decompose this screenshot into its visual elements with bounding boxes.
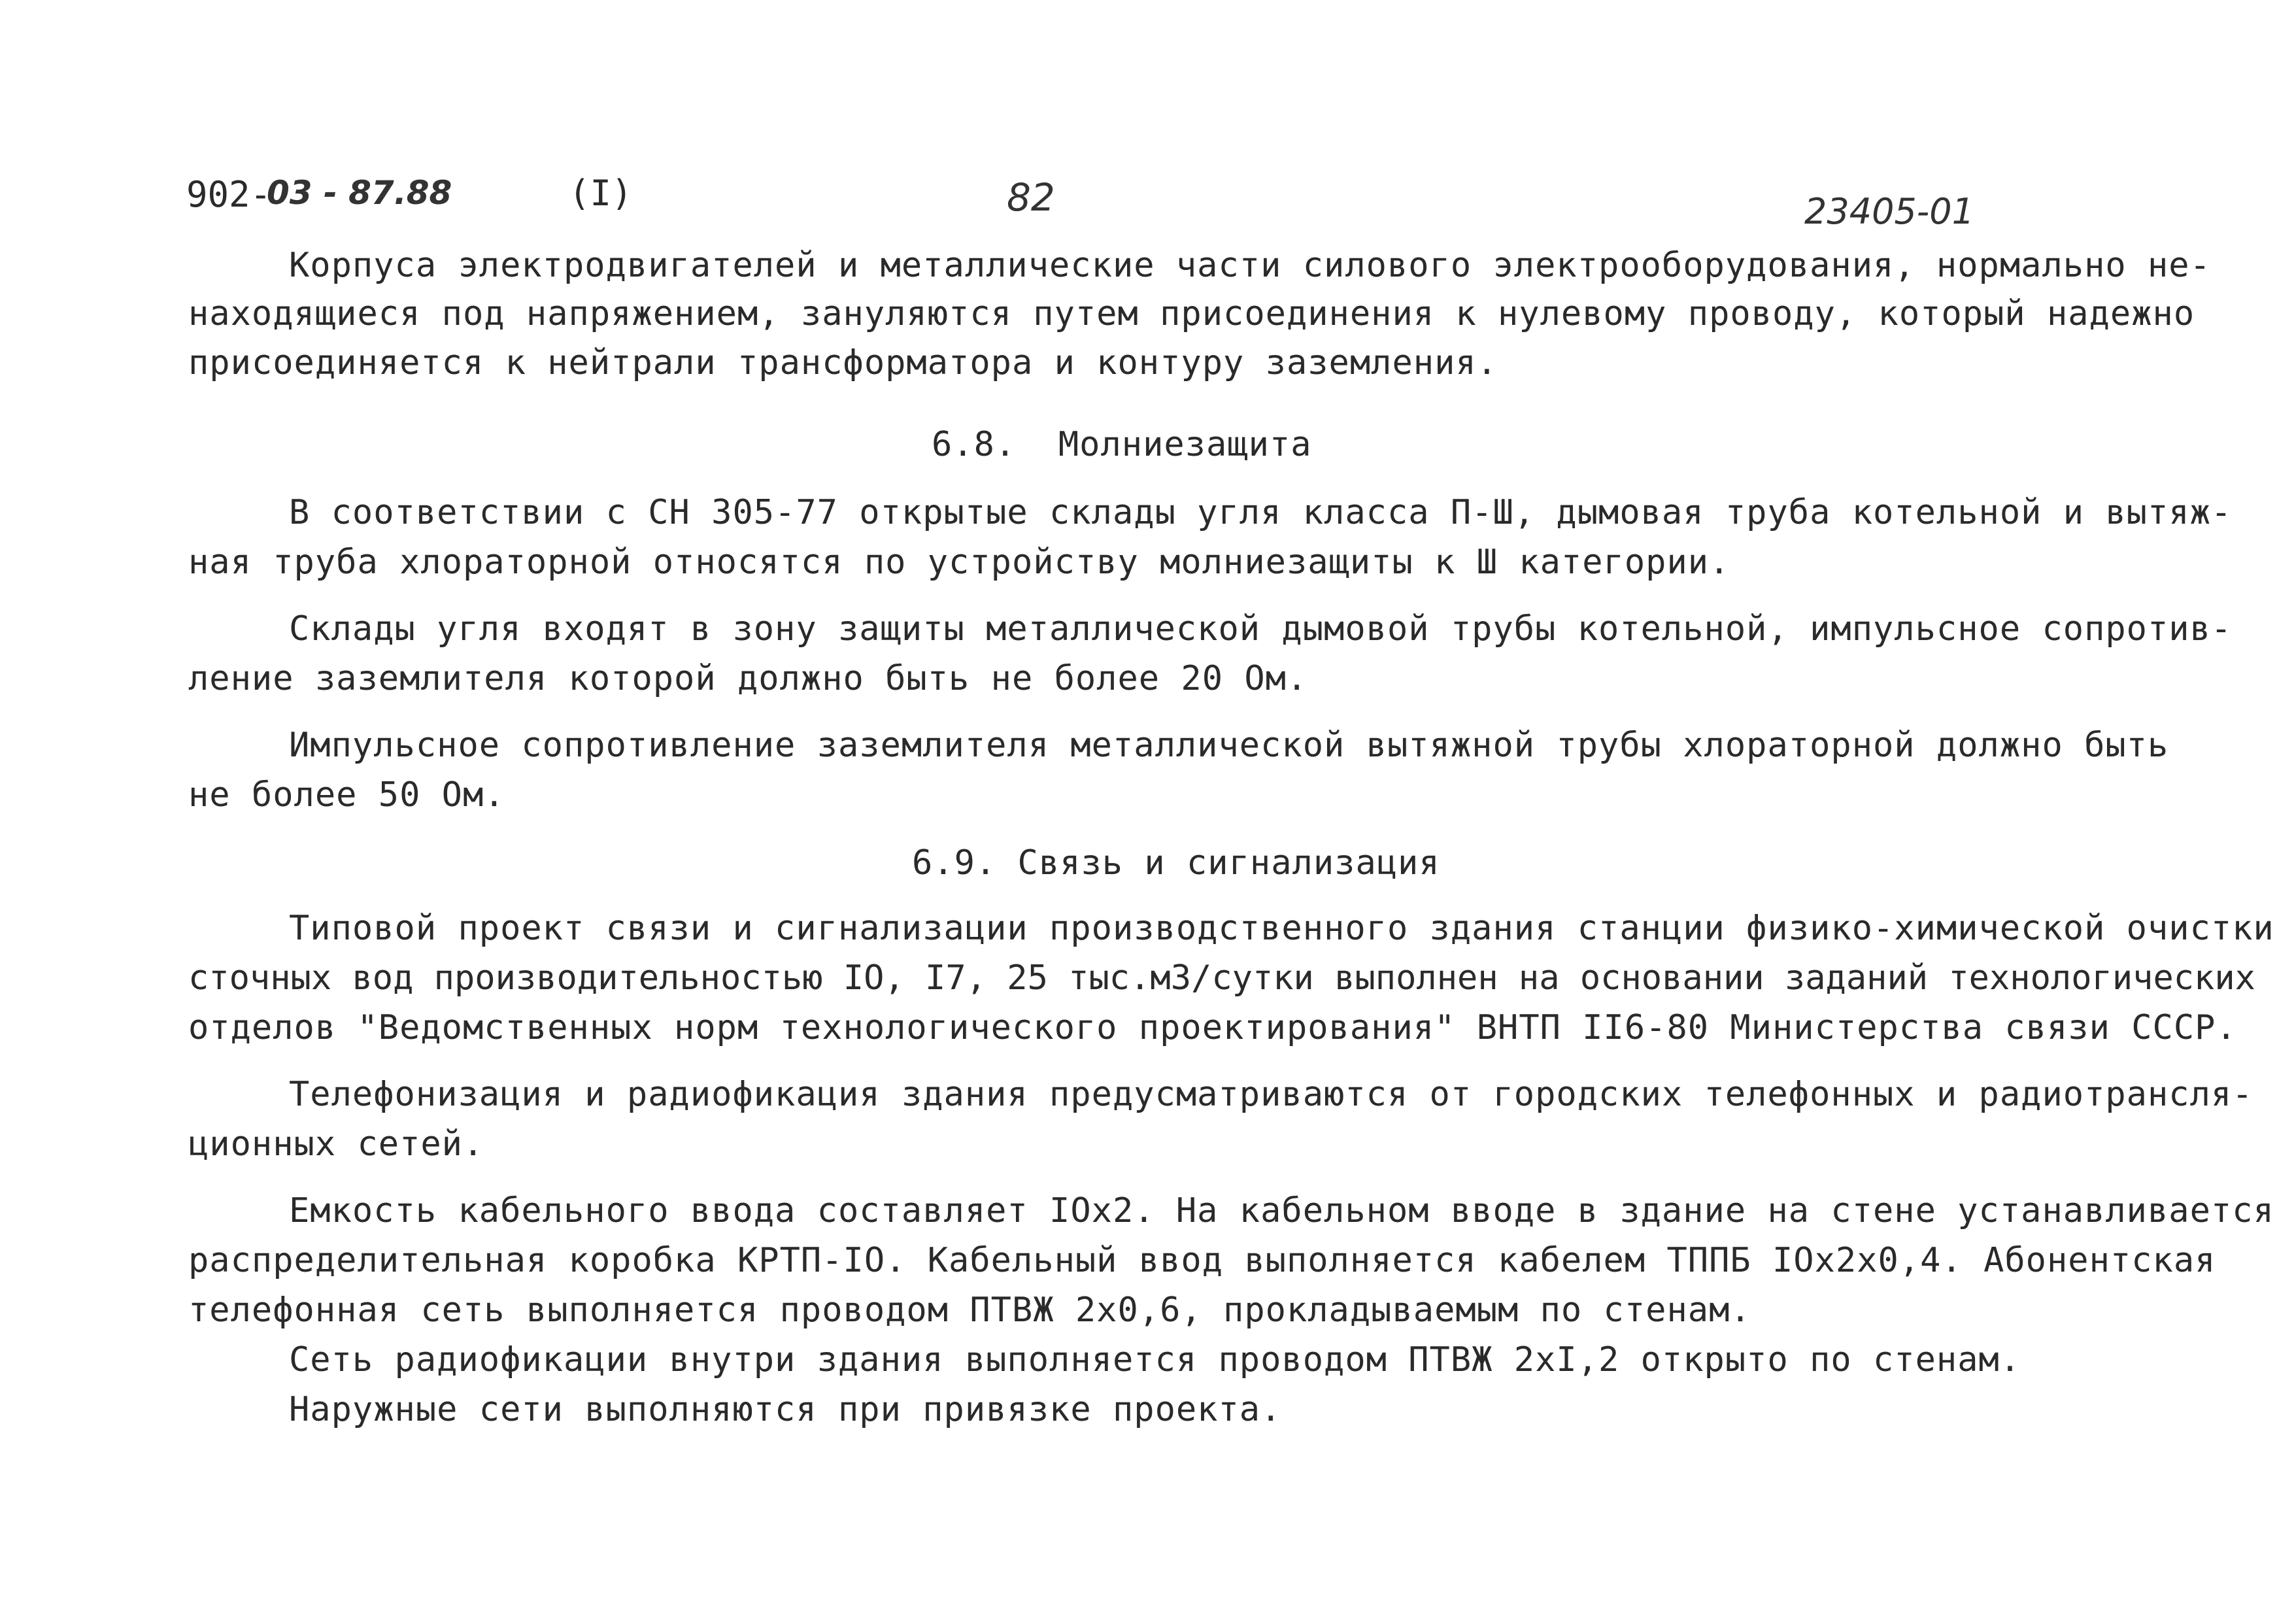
text-line: Склады угля входят в зону защиты металлической дымовой трубы котельной, импульсное сопротив- bbox=[289, 609, 2233, 649]
text-line: Импульсное сопротивление заземлителя металлической вытяжной трубы хлораторной должно быть bbox=[289, 726, 2169, 765]
text-line: присоединяется к нейтрали трансформатора и контуру заземления. bbox=[188, 343, 1498, 382]
text-line: находящиеся под напряжением, зануляются путем присоединения к нулевому проводу, который надежно bbox=[188, 294, 2195, 333]
text-line: ление заземлителя которой должно быть не более 20 Ом. bbox=[188, 659, 1308, 698]
section-title-communication-signaling: 6.9. Связь и сигнализация bbox=[912, 843, 1440, 883]
volume-number: (I) bbox=[569, 173, 633, 214]
text-line: отделов "Ведомственных норм технологического проектирования" ВНТП II6-80 Министерства связи СССР. bbox=[188, 1008, 2237, 1047]
section-title-lightning-protection: 6.8. Молниезащита bbox=[932, 425, 1312, 464]
text-line: сточных вод производительностью IO, I7, 25 тыс.м3/сутки выполнен на основании заданий технологических bbox=[188, 958, 2255, 998]
page-number: 82 bbox=[1007, 175, 1055, 220]
document-number: 23405-01 bbox=[1804, 191, 1974, 232]
text-line: Емкость кабельного ввода составляет IOx2. На кабельном вводе в здание на стене устанавливается bbox=[289, 1191, 2274, 1230]
text-line: ционных сетей. bbox=[188, 1125, 484, 1164]
text-line: Типовой проект связи и сигнализации производственного здания станции физико-химической очистки bbox=[289, 909, 2274, 948]
doc-code-handwritten: 03 - 87.88 bbox=[267, 174, 452, 212]
text-line: Телефонизация и радиофикация здания предусматриваются от городских телефонных и радиотрансля- bbox=[289, 1075, 2253, 1114]
text-line: ная труба хлораторной относятся по устройству молниезащиты к Ш категории. bbox=[188, 543, 1730, 582]
text-line: В соответствии с СН 305-77 открытые склады угля класса П-Ш, дымовая труба котельной и вытяж- bbox=[289, 493, 2233, 532]
text-line: Корпуса электродвигателей и металлические части силового электрооборудования, нормально не- bbox=[289, 246, 2211, 285]
text-line: распределительная коробка КРТП-IO. Кабельный ввод выполняется кабелем ТППБ IOx2x0,4. Абонентская bbox=[188, 1241, 2216, 1280]
text-line: не более 50 Ом. bbox=[188, 775, 505, 815]
doc-code-prefix: 902- bbox=[186, 174, 272, 215]
text-line: Наружные сети выполняются при привязке проекта. bbox=[289, 1390, 1282, 1429]
text-line: Сеть радиофикации внутри здания выполняется проводом ПТВЖ 2xI,2 открыто по стенам. bbox=[289, 1340, 2021, 1379]
text-line: телефонная сеть выполняется проводом ПТВЖ 2x0,6, прокладываемым по стенам. bbox=[188, 1291, 1751, 1330]
